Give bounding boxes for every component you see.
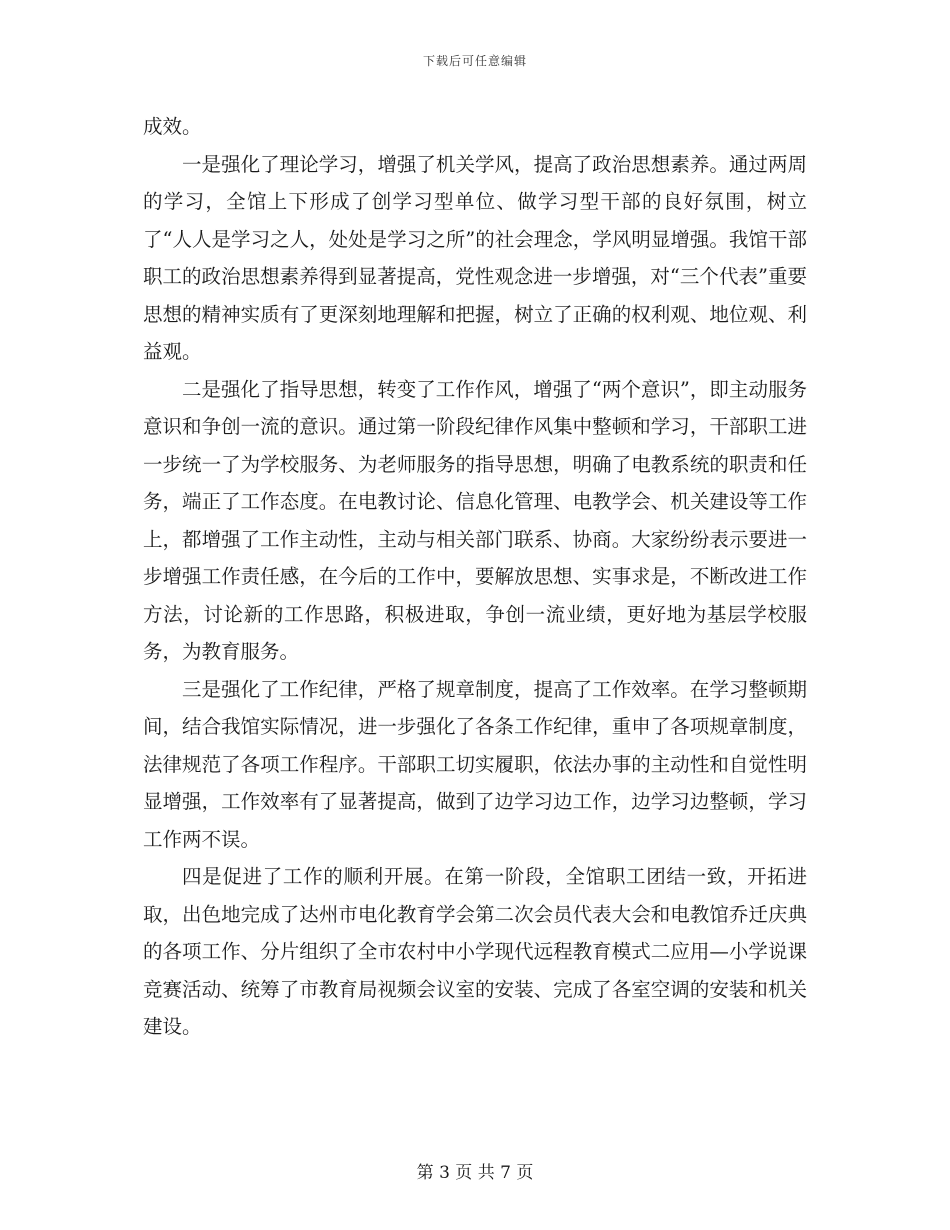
paragraph-point-two: 二是强化了指导思想，转变了工作作风，增强了“两个意识”，即主动服务意识和争创一流的意识。通过第一阶段纪律作风集中整顿和学习，干部职工进一步统一了为学校服务、为老师服务的指导思想，明确了电教系统的职责和任务，端正了工作态度。在电教讨论、信息化管理、电教学会、机关建设等工作上，都增强了工作主动性，主动与相关部门联系、协商。大家纷纷表示要进一步增强工作责任感，在今后的工作中，要解放思想、实事求是，不断改进工作方法，讨论新的工作思路，积极进取，争创一流业绩，更好地为基层学校服务，为教育服务。 xyxy=(143,377,807,663)
paragraph-point-three: 三是强化了工作纪律，严格了规章制度，提高了工作效率。在学习整顿期间，结合我馆实际情况，进一步强化了各条工作纪律，重申了各项规章制度，法律规范了各项工作程序。干部职工切实履职，依法办事的主动性和自觉性明显增强，工作效率有了显著提高，做到了边学习边工作，边学习边整顿，学习工作两不误。 xyxy=(143,677,807,851)
page-number-footer: 第 3 页 共 7 页 xyxy=(416,1163,534,1183)
paragraph-continuation: 成效。 xyxy=(143,115,202,138)
page-header-note: 下载后可任意编辑 xyxy=(422,54,527,68)
paragraph-point-one: 一是强化了理论学习，增强了机关学风，提高了政治思想素养。通过两周的学习，全馆上下形成了创学习型单位、做学习型干部的良好氛围，树立了“人人是学习之人，处处是学习之所”的社会理念，学风明显增强。我馆干部职工的政治思想素养得到显著提高，党性观念进一步增强，对“三个代表”重要思想的精神实质有了更深刻地理解和把握，树立了正确的权利观、地位观、利益观。 xyxy=(143,152,807,363)
document-body xyxy=(143,108,807,1046)
paragraph-point-four: 四是促进了工作的顺利开展。在第一阶段，全馆职工团结一致，开拓进取，出色地完成了达州市电化教育学会第二次会员代表大会和电教馆乔迁庆典的各项工作、分片组织了全市农村中小学现代远程教育模式二应用—小学说课竞赛活动、统筹了市教育局视频会议室的安装、完成了各室空调的安装和机关建设。 xyxy=(143,865,807,1038)
